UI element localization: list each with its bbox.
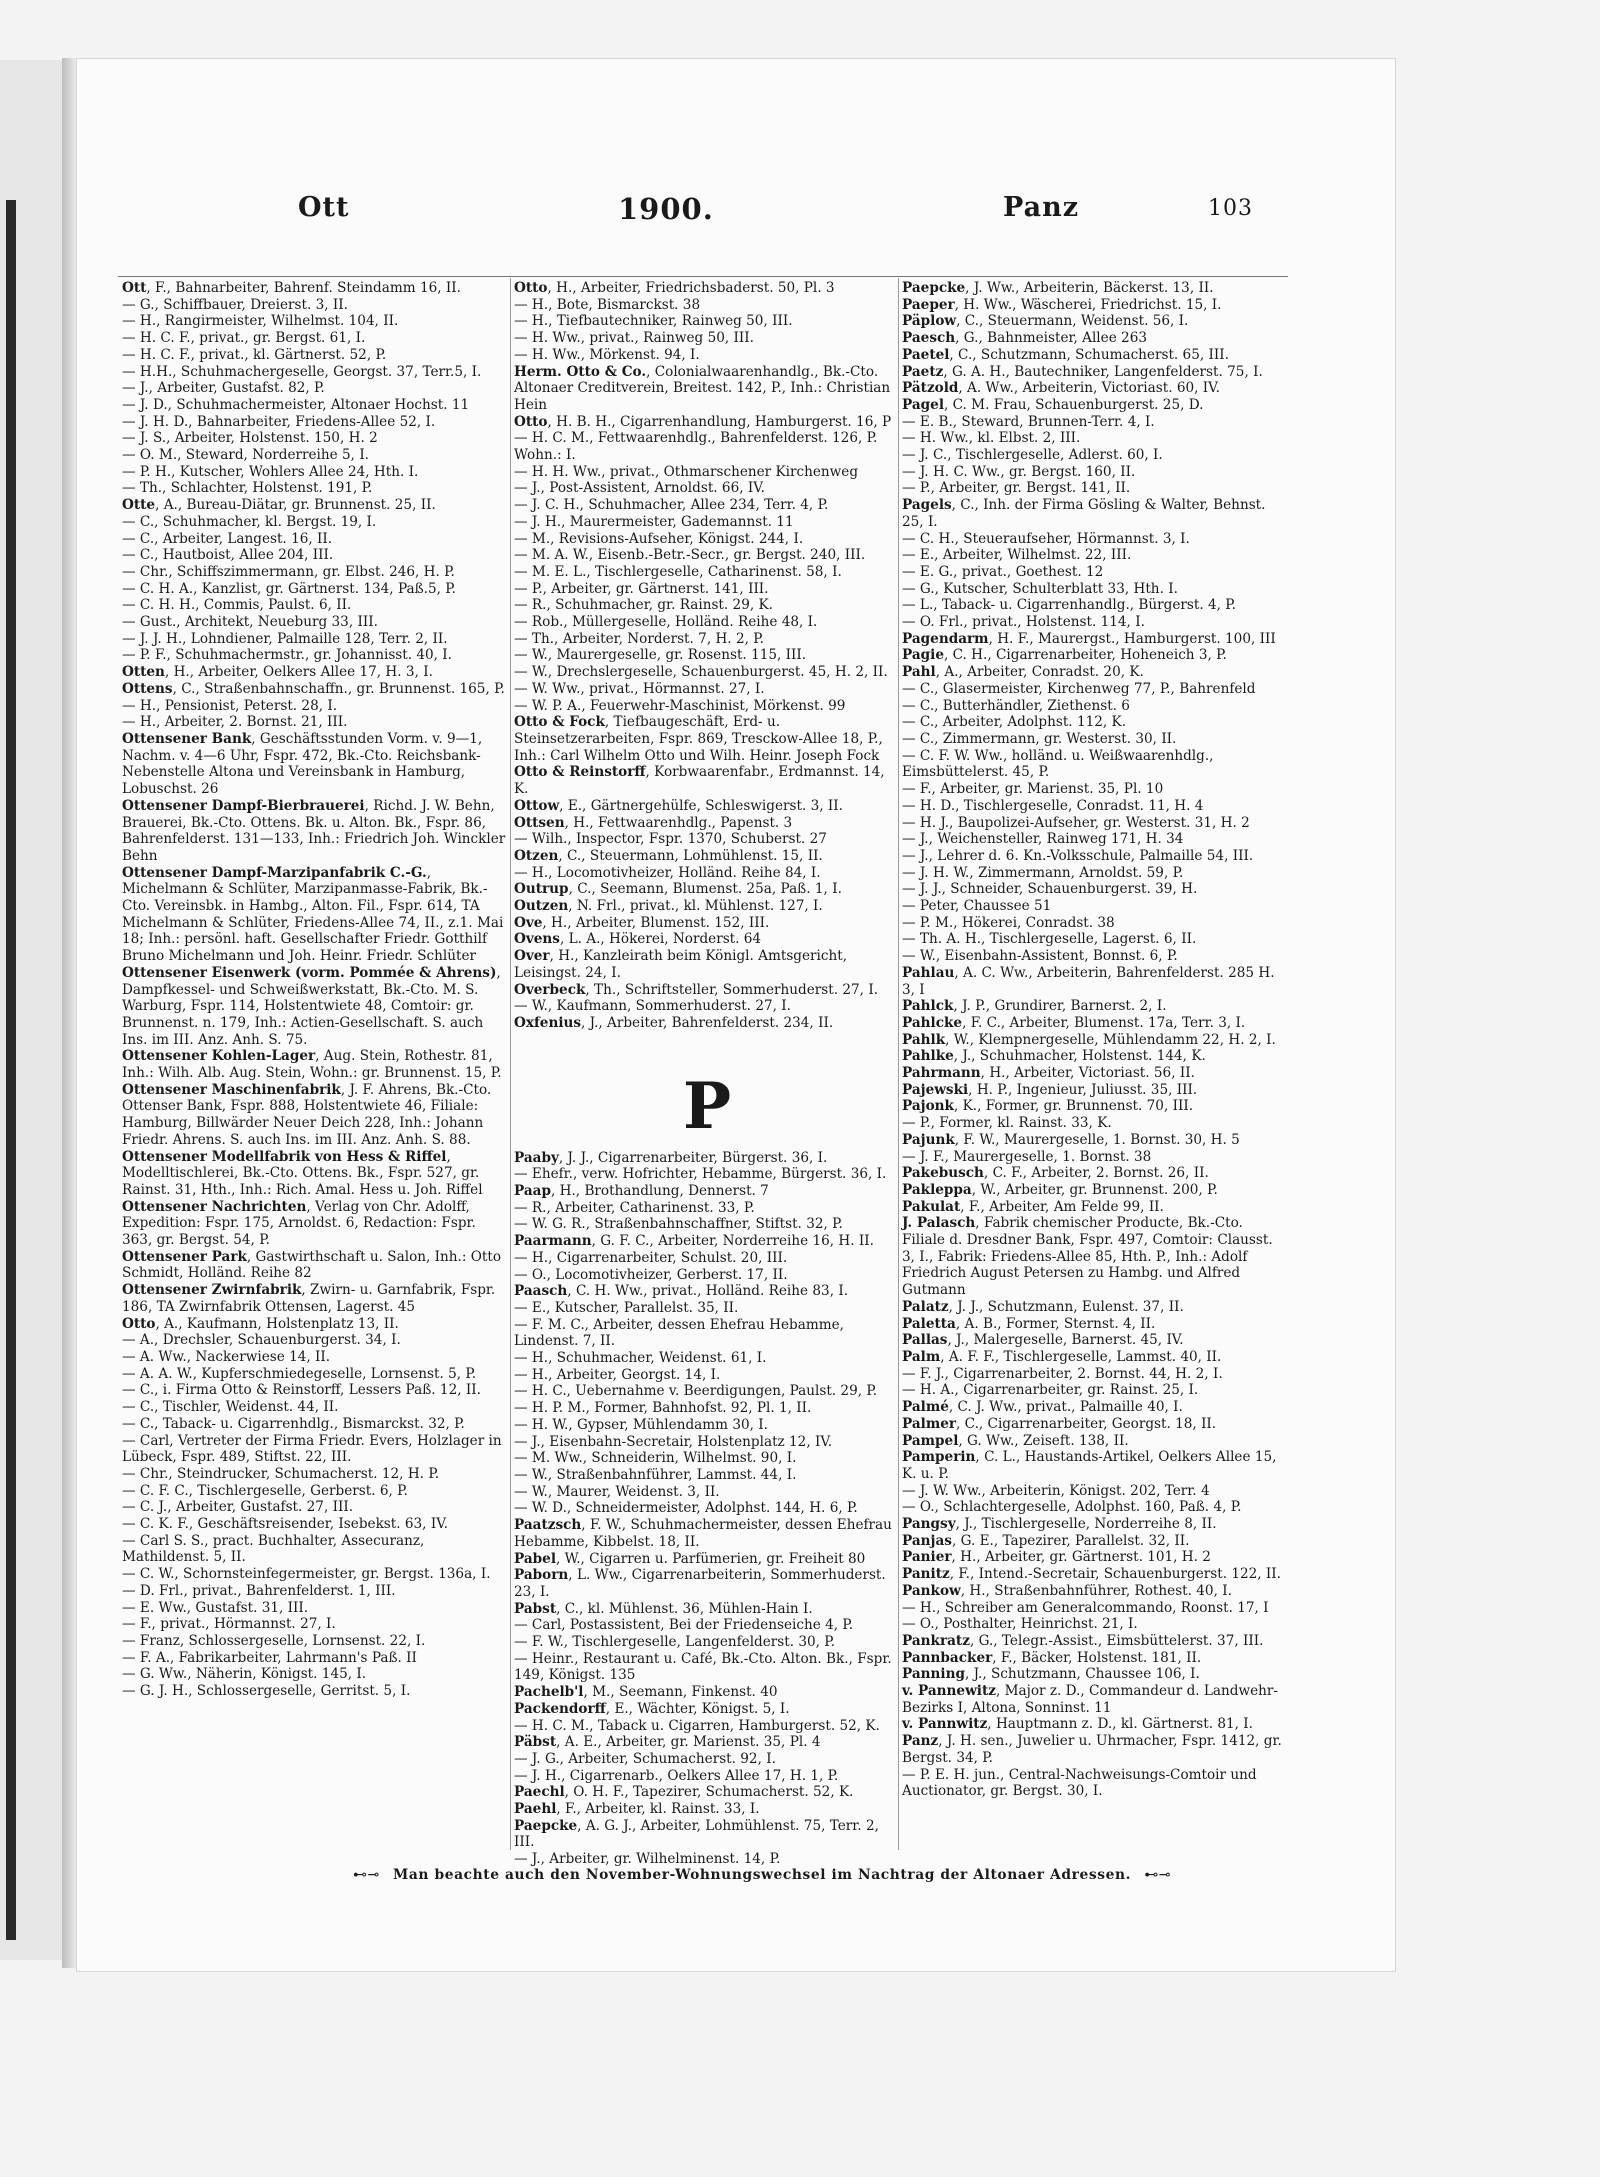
directory-entry: — C., i. Firma Otto & Reinstorff, Lessers Paß. 12, II.	[122, 1382, 481, 1399]
directory-entry: — C., Tischler, Weidenst. 44, II.	[122, 1399, 339, 1416]
directory-entry: Ottensener Maschinenfabrik, J. F. Ahrens, Bk.-Cto. Ottenser Bank, Fspr. 888, Holstentwiete 46, Filiale: Hamburg, Billwärder Neuer Deich 228, Inh.: Johann Friedr. Ahrens. S. auch Ins. im III. Anz. Anh. S. 88.	[122, 1081, 496, 1148]
directory-entry: — C., Arbeiter, Langest. 16, II.	[122, 530, 333, 547]
directory-entry: Pagel, C. M. Frau, Schauenburgerst. 25, D.	[902, 396, 1204, 413]
directory-entry: — Chr., Steindrucker, Schumacherst. 12, H. P.	[122, 1465, 440, 1482]
directory-entry: — W., Kaufmann, Sommerhuderst. 27, I.	[514, 998, 791, 1015]
directory-entry: Paetel, C., Schutzmann, Schumacherst. 65, III.	[902, 346, 1229, 363]
directory-entry: Palmé, C. J. Ww., privat., Palmaille 40, I.	[902, 1399, 1183, 1416]
column-2	[514, 280, 900, 1868]
directory-entry: Pahrmann, H., Arbeiter, Victoriast. 56, II.	[902, 1065, 1195, 1082]
directory-entry: Pahlau, A. C. Ww., Arbeiterin, Bahrenfelderst. 285 H. 3, I	[902, 964, 1279, 998]
section-letter-p: P	[682, 1068, 732, 1144]
directory-entry: — H. Ww., kl. Elbst. 2, III.	[902, 430, 1081, 447]
directory-entry: Ottensener Bank, Geschäftsstunden Vorm. v. 9—1, Nachm. v. 4—6 Uhr, Fspr. 472, Bk.-Cto. Reichsbank-Nebenstelle Altona und Vereinsbank in Hamburg, Lobuschst. 26	[122, 730, 487, 798]
directory-entry: — M. E. L., Tischlergeselle, Catharinenst. 58, I.	[514, 563, 842, 580]
directory-entry: Ottensener Kohlen-Lager, Aug. Stein, Rothestr. 81, Inh.: Wilh. Alb. Aug. Stein, Wohn.: gr. Brunnenst. 15, P.	[122, 1048, 502, 1082]
directory-entry: — H., Pensionist, Peterst. 28, I.	[122, 697, 338, 714]
column-2-p-entries	[514, 1150, 900, 1868]
directory-entry: — C., Zimmermann, gr. Westerst. 30, II.	[902, 730, 1177, 747]
directory-entry: — H. H. Ww., privat., Othmarschener Kirchenweg	[514, 463, 859, 480]
directory-entry: — H. A., Cigarrenarbeiter, gr. Rainst. 25, I.	[902, 1382, 1199, 1399]
directory-entry: — G. Ww., Näherin, Königst. 145, I.	[122, 1666, 367, 1683]
directory-entry: — M. A. W., Eisenb.-Betr.-Secr., gr. Bergst. 240, III.	[514, 547, 866, 564]
directory-entry: — F., privat., Hörmannst. 27, I.	[122, 1616, 336, 1633]
directory-entry: Paesch, G., Bahnmeister, Allee 263	[902, 330, 1148, 347]
directory-entry: — Ehefr., verw. Hofrichter, Hebamme, Bürgerst. 36, I.	[514, 1166, 887, 1183]
directory-entry: — H. J., Baupolizei-Aufseher, gr. Westerst. 31, H. 2	[902, 814, 1250, 831]
directory-entry: — J. J., Schneider, Schauenburgerst. 39, H.	[902, 881, 1198, 898]
directory-entry: — O., Schlachtergeselle, Adolphst. 160, Paß. 4, P.	[902, 1499, 1242, 1516]
directory-entry: — Th., Arbeiter, Norderst. 7, H. 2, P.	[514, 630, 764, 647]
directory-entry: — J. S., Arbeiter, Holstenst. 150, H. 2	[122, 430, 378, 447]
directory-entry: — J., Arbeiter, gr. Wilhelminenst. 14, P.	[514, 1851, 781, 1868]
directory-entry: — H., Tiefbautechniker, Rainweg 50, III.	[514, 313, 793, 330]
directory-entry: — H. Ww., Mörkenst. 94, I.	[514, 346, 700, 363]
directory-entry: — H., Schreiber am Generalcommando, Roonst. 17, I	[902, 1599, 1269, 1616]
directory-entry: — H., Arbeiter, 2. Bornst. 21, III.	[122, 714, 348, 731]
directory-entry: — H. C. F., privat., gr. Bergst. 61, I.	[122, 330, 366, 347]
directory-entry: Ottow, E., Gärtnergehülfe, Schleswigerst. 3, II.	[514, 797, 843, 814]
directory-entry: — J. F., Maurergeselle, 1. Bornst. 38	[902, 1148, 1152, 1165]
directory-entry: — L., Taback- u. Cigarrenhandlg., Bürgerst. 4, P.	[902, 597, 1237, 614]
directory-entry: Pabel, W., Cigarren u. Parfümerien, gr. Freiheit 80	[514, 1550, 866, 1567]
directory-entry: Paehl, F., Arbeiter, kl. Rainst. 33, I.	[514, 1801, 760, 1818]
directory-entry: Ott, F., Bahnarbeiter, Bahrenf. Steindamm 16, II.	[122, 280, 461, 296]
directory-entry: Otto & Fock, Tiefbaugeschäft, Erd- u. Steinsetzerarbeiten, Fspr. 869, Tresckow-Allee 18, P., Inh.: Carl Wilhelm Otto und Wilh. Heinr. Joseph Fock	[514, 714, 888, 764]
directory-entry: Pakleppa, W., Arbeiter, gr. Brunnenst. 200, P.	[902, 1181, 1218, 1198]
directory-entry: Pakulat, F., Arbeiter, Am Felde 99, II.	[902, 1198, 1164, 1215]
directory-entry: Paatzsch, F. W., Schuhmachermeister, dessen Ehefrau Hebamme, Kibbelst. 18, II.	[514, 1517, 897, 1550]
directory-entry: — C. K. F., Geschäftsreisender, Isebekst. 63, IV.	[122, 1516, 448, 1533]
directory-entry: — J. D., Schuhmachermeister, Altonaer Hochst. 11	[122, 396, 470, 413]
directory-entry: — H. C. F., privat., kl. Gärtnerst. 52, P.	[122, 346, 387, 363]
directory-entry: Pagendarm, H. F., Maurergst., Hamburgerst. 100, III	[902, 630, 1276, 647]
directory-entry: Herm. Otto & Co., Colonialwaarenhandlg., Bk.-Cto. Altonaer Creditverein, Breitest. 142, P., Inh.: Christian Hein	[514, 363, 895, 413]
directory-entry: Ottensener Park, Gastwirthschaft u. Salon, Inh.: Otto Schmidt, Holländ. Reihe 82	[122, 1248, 506, 1282]
directory-entry: Panitz, F., Intend.-Secretair, Schauenburgerst. 122, II.	[902, 1566, 1281, 1583]
directory-entry: — Chr., Schiffszimmermann, gr. Elbst. 246, H. P.	[122, 563, 455, 580]
header-left-keyword: Ott	[298, 192, 350, 223]
directory-entry: Paetz, G. A. H., Bautechniker, Langenfelderst. 75, I.	[902, 363, 1263, 380]
directory-entry: Pangsy, J., Tischlergeselle, Norderreihe 8, II.	[902, 1516, 1217, 1533]
directory-entry: Otte, A., Bureau-Diätar, gr. Brunnenst. 25, II.	[122, 497, 436, 514]
directory-entry: — P., Arbeiter, gr. Gärtnerst. 141, III.	[514, 580, 769, 597]
directory-entry: — C., Taback- u. Cigarrenhdlg., Bismarckst. 32, P.	[122, 1415, 465, 1432]
directory-entry: — H., Bote, Bismarckst. 38	[514, 296, 701, 313]
directory-entry: v. Pannewitz, Major z. D., Commandeur d. Landwehr-Bezirks I, Altona, Sonninst. 11	[902, 1683, 1279, 1716]
directory-entry: Pallas, J., Malergeselle, Barnerst. 45, IV.	[902, 1332, 1184, 1349]
directory-entry: — O. Frl., privat., Holstenst. 114, I.	[902, 614, 1145, 631]
directory-entry: — Heinr., Restaurant u. Café, Bk.-Cto. Alton. Bk., Fspr. 149, Königst. 135	[514, 1650, 896, 1684]
page-header	[38, 192, 1253, 232]
directory-entry: — P., Former, kl. Rainst. 33, K.	[902, 1115, 1112, 1132]
directory-entry: — M. Ww., Schneiderin, Wilhelmst. 90, I.	[514, 1450, 797, 1467]
directory-entry: — R., Arbeiter, Catharinenst. 33, P.	[514, 1199, 755, 1216]
directory-entry: — J. H. D., Bahnarbeiter, Friedens-Allee 52, I.	[122, 413, 436, 430]
directory-entry: — M., Revisions-Aufseher, Königst. 244, I.	[514, 530, 804, 547]
directory-entry: — J. C. H., Schuhmacher, Allee 234, Terr. 4, P.	[514, 497, 829, 514]
directory-entry: Oxfenius, J., Arbeiter, Bahrenfelderst. 234, II.	[514, 1014, 834, 1031]
directory-entry: Ove, H., Arbeiter, Blumenst. 152, III.	[514, 914, 770, 931]
directory-entry: Ottensener Dampf-Marzipanfabrik C.-G., Michelmann & Schlüter, Marzipanmasse-Fabrik, Bk.-Cto. Vereinsbk. in Hambg., Alton. Fil., Fspr. 614, TA Michelmann & Schlüter, Friedens-Allee 74, II., z.1. Mai 18; Inh.: persönl. haft. Gesellschafter Friedr. Gotthilf Bruno Michelmann und Joh. Heinr. Friedr. Schlüter	[122, 864, 508, 965]
directory-entry: — C. F. W. Ww., holländ. u. Weißwaarenhdlg., Eimsbüttelerst. 45, P.	[902, 747, 1218, 781]
directory-entry: — F. A., Fabrikarbeiter, Lahrmann's Paß. II	[122, 1649, 417, 1666]
left-page-text-strip	[6, 200, 16, 1940]
directory-entry: — H. C. M., Fettwaarenhdlg., Bahrenfelderst. 126, P. Wohn.: I.	[514, 430, 882, 464]
directory-entry: — J. J. H., Lohndiener, Palmaille 128, Terr. 2, II.	[122, 630, 448, 647]
directory-entry: Panning, J., Schutzmann, Chaussee 106, I.	[902, 1666, 1200, 1683]
directory-entry: Otten, H., Arbeiter, Oelkers Allee 17, H. 3, I.	[122, 664, 433, 681]
directory-entry: — Carl S. S., pract. Buchhalter, Assecuranz, Mathildenst. 5, II.	[122, 1532, 429, 1566]
directory-entry: — C. J., Arbeiter, Gustafst. 27, III.	[122, 1499, 354, 1516]
directory-entry: Panjas, G. E., Tapezirer, Parallelst. 32, II.	[902, 1532, 1190, 1549]
directory-entry: Ottensener Modellfabrik von Hess & Riffel, Modelltischlerei, Bk.-Cto. Ottens. Bk., Fspr. 527, gr. Rainst. 31, Hth., Inh.: Rich. Amal. Hess u. Joh. Riffel	[122, 1148, 484, 1198]
directory-entry: Pahlk, W., Klempnergeselle, Mühlendamm 22, H. 2, I.	[902, 1031, 1276, 1048]
directory-entry: — Carl, Postassistent, Bei der Friedenseiche 4, P.	[514, 1617, 854, 1634]
directory-entry: Otto, H., Arbeiter, Friedrichsbaderst. 50, Pl. 3	[514, 280, 835, 296]
directory-entry: — H., Arbeiter, Georgst. 14, I.	[514, 1366, 721, 1383]
directory-entry: Paechl, O. H. F., Tapezirer, Schumacherst. 52, K.	[514, 1784, 854, 1801]
directory-entry: — J., Arbeiter, Gustafst. 82, P.	[122, 380, 325, 397]
directory-entry: Pahlcke, F. C., Arbeiter, Blumenst. 17a, Terr. 3, I.	[902, 1014, 1246, 1031]
directory-entry: Pampel, G. Ww., Zeiseft. 138, II.	[902, 1432, 1129, 1449]
directory-entry: — Peter, Chaussee 51	[902, 898, 1052, 915]
directory-entry: — F. J., Cigarrenarbeiter, 2. Bornst. 44, H. 2, I.	[902, 1365, 1223, 1382]
directory-entry: J. Palasch, Fabrik chemischer Producte, Bk.-Cto. Filiale d. Dresdner Bank, Fspr. 497, Comtoir: Clausst. 3, I., Fabrik: Friedens-Allee 85, Hth. P., Inh.: Adolf Friedrich August Petersen zu Hambg. und Alfred Gutmann	[902, 1215, 1277, 1299]
directory-entry: — Franz, Schlossergeselle, Lornsenst. 22, I.	[122, 1632, 426, 1649]
directory-entry: — C., Butterhändler, Ziethenst. 6	[902, 697, 1130, 714]
directory-entry: Outrup, C., Seemann, Blumenst. 25a, Paß. 1, I.	[514, 881, 842, 898]
directory-entry: — P. F., Schuhmachermstr., gr. Johannisst. 40, I.	[122, 647, 453, 664]
directory-entry: Otto & Reinstorff, Korbwaarenfabr., Erdmannst. 14, K.	[514, 764, 889, 798]
directory-entry: — W., Eisenbahn-Assistent, Bonnst. 6, P.	[902, 948, 1178, 965]
directory-entry: — W., Maurergeselle, gr. Rosenst. 115, III.	[514, 647, 807, 664]
directory-entry: — H. Ww., privat., Rainweg 50, III.	[514, 330, 754, 347]
directory-entry: Pagels, C., Inh. der Firma Gösling & Walter, Behnst. 25, I.	[902, 497, 1270, 530]
header-right-keyword: Panz	[1003, 192, 1080, 223]
directory-entry: — A. A. W., Kupferschmiedegeselle, Lornsenst. 5, P.	[122, 1365, 477, 1382]
directory-entry: Paletta, A. B., Former, Sternst. 4, II.	[902, 1315, 1156, 1332]
directory-entry: — C., Arbeiter, Adolphst. 112, K.	[902, 714, 1127, 731]
directory-entry: — Th. A. H., Tischlergeselle, Lagerst. 6, II.	[902, 931, 1197, 948]
directory-entry: Over, H., Kanzleirath beim Königl. Amtsgericht, Leisingst. 24, I.	[514, 948, 852, 981]
directory-entry: — F. M. C., Arbeiter, dessen Ehefrau Hebamme, Lindenst. 7, II.	[514, 1316, 849, 1350]
directory-entry: Pabst, C., kl. Mühlenst. 36, Mühlen-Hain I.	[514, 1600, 813, 1617]
directory-entry: Pamperin, C. L., Haustands-Artikel, Oelkers Allee 15, K. u. P.	[902, 1449, 1281, 1482]
directory-entry: Panier, H., Arbeiter, gr. Gärtnerst. 101, H. 2	[902, 1549, 1211, 1566]
directory-entry: — Rob., Müllergeselle, Holländ. Reihe 48, I.	[514, 614, 818, 631]
footer-ornament-right: ⊷⊸	[1144, 1867, 1171, 1883]
directory-entry: Ottensener Dampf-Bierbrauerei, Richd. J. W. Behn, Brauerei, Bk.-Cto. Ottens. Bk. u. Alton. Bk., Fspr. 86, Bahrenfelderst. 131—133, Inh.: Friedrich Joh. Winckler Behn	[122, 797, 510, 864]
directory-entry: — C. H., Steueraufseher, Hörmannst. 3, I.	[902, 530, 1190, 547]
column-3	[902, 280, 1288, 1850]
directory-entry: — J., Eisenbahn-Secretair, Holstenplatz 12, IV.	[514, 1433, 833, 1450]
directory-entry: Ottensener Zwirnfabrik, Zwirn- u. Garnfabrik, Fspr. 186, TA Zwirnfabrik Ottensen, Lagerst. 45	[122, 1282, 500, 1315]
directory-entry: — E. G., privat., Goethest. 12	[902, 563, 1104, 580]
directory-entry: Paasch, C. H. Ww., privat., Holländ. Reihe 83, I.	[514, 1283, 849, 1300]
directory-entry: — H. P. M., Former, Bahnhofst. 92, Pl. 1, II.	[514, 1400, 812, 1417]
directory-entry: — Th., Schlachter, Holstenst. 191, P.	[122, 480, 373, 497]
directory-entry: Packendorff, E., Wächter, Königst. 5, I.	[514, 1700, 790, 1717]
directory-entry: — J. H., Cigarrenarb., Oelkers Allee 17, H. 1, P.	[514, 1767, 839, 1784]
directory-entry: — Gust., Architekt, Neueburg 33, III.	[122, 614, 378, 631]
directory-entry: Pankow, H., Straßenbahnführer, Rothest. 40, I.	[902, 1582, 1232, 1599]
directory-entry: — J. H. C. Ww., gr. Bergst. 160, II.	[902, 463, 1136, 480]
directory-entry: — H. C. M., Taback u. Cigarren, Hamburgerst. 52, K.	[514, 1717, 880, 1734]
directory-entry: Otto, A., Kaufmann, Holstenplatz 13, II.	[122, 1315, 399, 1332]
directory-entry: Ottens, C., Straßenbahnschaffn., gr. Brunnenst. 165, P.	[122, 680, 505, 697]
directory-entry: — O. M., Steward, Norderreihe 5, I.	[122, 447, 370, 464]
directory-entry: — O., Posthalter, Heinrichst. 21, I.	[902, 1616, 1138, 1633]
directory-entry: — H. D., Tischlergeselle, Conradst. 11, H. 4	[902, 797, 1204, 814]
directory-entry: Outzen, N. Frl., privat., kl. Mühlenst. 127, I.	[514, 898, 823, 915]
directory-entry: — W., Straßenbahnführer, Lammst. 44, I.	[514, 1467, 797, 1483]
directory-entry: — H., Locomotivheizer, Holländ. Reihe 84, I.	[514, 864, 821, 881]
directory-entry: Pahl, A., Arbeiter, Conradst. 20, K.	[902, 664, 1144, 681]
header-rule	[118, 276, 1288, 277]
directory-entry: Pagie, C. H., Cigarrenarbeiter, Hoheneich 3, P.	[902, 647, 1227, 664]
directory-entry: — C. F. C., Tischlergeselle, Gerberst. 6, P.	[122, 1482, 408, 1499]
directory-entry: — H., Schuhmacher, Weidenst. 61, I.	[514, 1350, 767, 1367]
directory-entry: Pajunk, F. W., Maurergeselle, 1. Bornst. 30, H. 5	[902, 1131, 1240, 1148]
directory-entry: — J., Post-Assistent, Arnoldst. 66, IV.	[514, 480, 765, 497]
directory-entry: Ottensener Eisenwerk (vorm. Pommée & Ahrens), Dampfkessel- und Schweißwerkstatt, Bk.-Cto. M. S. Warburg, Fspr. 114, Holstentwiete 48, Comtoir: gr. Brunnenst. n. 179, Inh.: Actien-Gesellschaft. S. auch Ins. im III. Anz. Anh. S. 75.	[122, 964, 506, 1048]
directory-entry: Palatz, J. J., Schutzmann, Eulenst. 37, II.	[902, 1298, 1184, 1315]
directory-entry: Ovens, L. A., Hökerei, Norderst. 64	[514, 931, 762, 948]
directory-entry: — J. G., Arbeiter, Schumacherst. 92, I.	[514, 1750, 776, 1767]
directory-entry: — J., Weichensteller, Rainweg 171, H. 34	[902, 831, 1184, 848]
directory-entry: — P., Arbeiter, gr. Bergst. 141, II.	[902, 480, 1131, 497]
directory-entry: Päbst, A. E., Arbeiter, gr. Marienst. 35, Pl. 4	[514, 1734, 821, 1751]
directory-entry: Ottensener Nachrichten, Verlag von Chr. Adolff, Expedition: Fspr. 175, Arnoldst. 6, Redaction: Fspr. 363, gr. Bergst. 54, P.	[122, 1198, 481, 1249]
column-2-o-entries	[514, 280, 900, 1032]
directory-entry: — E., Kutscher, Parallelst. 35, II.	[514, 1299, 739, 1316]
directory-entry: — H. W., Gypser, Mühlendamm 30, I.	[514, 1416, 768, 1433]
directory-entry: Pajewski, H. P., Ingenieur, Juliusst. 35, III.	[902, 1081, 1198, 1098]
directory-entry: — W. Ww., privat., Hörmannst. 27, I.	[514, 680, 765, 697]
directory-entry: — Carl, Vertreter der Firma Friedr. Evers, Holzlager in Lübeck, Fspr. 489, Stiftst. 22, III.	[122, 1432, 506, 1466]
directory-entry: — E., Arbeiter, Wilhelmst. 22, III.	[902, 547, 1132, 564]
directory-entry: — P. E. H. jun., Central-Nachweisungs-Comtoir und Auctionator, gr. Bergst. 30, I.	[902, 1766, 1261, 1800]
directory-entry: — H. C., Uebernahme v. Beerdigungen, Paulst. 29, P.	[514, 1383, 878, 1400]
directory-entry: Paborn, L. Ww., Cigarrenarbeiterin, Sommerhuderst. 23, I.	[514, 1567, 891, 1600]
directory-entry: — W. G. R., Straßenbahnschaffner, Stiftst. 32, P.	[514, 1216, 843, 1233]
directory-entry: — E. B., Steward, Brunnen-Terr. 4, I.	[902, 413, 1155, 430]
directory-entry: Paepcke, A. G. J., Arbeiter, Lohmühlenst. 75, Terr. 2, III.	[514, 1817, 884, 1851]
directory-entry: — O., Locomotivheizer, Gerberst. 17, II.	[514, 1266, 788, 1283]
column-1	[122, 280, 508, 1850]
directory-entry: — G., Schiffbauer, Dreierst. 3, II.	[122, 296, 348, 313]
header-year: 1900.	[618, 192, 714, 226]
footer-note	[262, 1867, 1262, 1883]
footer-ornament-left: ⊷⊸	[353, 1867, 380, 1883]
directory-entry: — P. M., Hökerei, Conradst. 38	[902, 914, 1115, 931]
directory-entry: — J. C., Tischlergeselle, Adlerst. 60, I.	[902, 447, 1163, 464]
directory-entry: Pätzold, A. Ww., Arbeiterin, Victoriast. 60, IV.	[902, 380, 1220, 397]
directory-entry: Panz, J. H. sen., Juwelier u. Uhrmacher, Fspr. 1412, gr. Bergst. 34, P.	[902, 1733, 1287, 1766]
directory-entry: — D. Frl., privat., Bahrenfelderst. 1, III.	[122, 1582, 396, 1599]
directory-entry: — C. W., Schornsteinfegermeister, gr. Bergst. 136a, I.	[122, 1566, 491, 1583]
directory-entry: Pannbacker, F., Bäcker, Holstenst. 181, II.	[902, 1649, 1202, 1666]
directory-entry: — C., Hautboist, Allee 204, III.	[122, 547, 334, 564]
directory-entry: Pachelb'l, M., Seemann, Finkenst. 40	[514, 1684, 778, 1701]
directory-entry: Pajonk, K., Former, gr. Brunnenst. 70, III.	[902, 1098, 1194, 1115]
directory-entry: Pankratz, G., Telegr.-Assist., Eimsbüttelerst. 37, III.	[902, 1632, 1264, 1649]
directory-entry: — C., Schuhmacher, kl. Bergst. 19, I.	[122, 513, 377, 530]
directory-entry: Pahlke, J., Schuhmacher, Holstenst. 144, K.	[902, 1048, 1206, 1065]
directory-entry: — G. J. H., Schlossergeselle, Gerritst. 5, I.	[122, 1683, 411, 1700]
directory-entry: — G., Kutscher, Schulterblatt 33, Hth. I.	[902, 580, 1178, 597]
directory-entry: — W., Drechslergeselle, Schauenburgerst. 45, H. 2, II.	[514, 664, 888, 681]
column-divider-1	[510, 278, 511, 1850]
directory-entry: — C. H. H., Commis, Paulst. 6, II.	[122, 597, 352, 614]
directory-entry: Ottsen, H., Fettwaarenhdlg., Papenst. 3	[514, 814, 793, 831]
directory-entry: Otzen, C., Steuermann, Lohmühlenst. 15, II.	[514, 847, 823, 864]
footer-text: Man beachte auch den November-Wohnungswechsel im Nachtrag der Altonaer Adressen.	[393, 1867, 1131, 1883]
directory-entry: Paarmann, G. F. C., Arbeiter, Norderreihe 16, H. II.	[514, 1233, 874, 1250]
directory-entry: — H., Cigarrenarbeiter, Schulst. 20, III.	[514, 1249, 788, 1266]
directory-entry: Päplow, C., Steuermann, Weidenst. 56, I.	[902, 313, 1189, 330]
directory-entry: — R., Schuhmacher, gr. Rainst. 29, K.	[514, 597, 773, 614]
directory-entry: Pahlck, J. P., Grundirer, Barnerst. 2, I.	[902, 998, 1167, 1015]
directory-entry: — F., Arbeiter, gr. Marienst. 35, Pl. 10	[902, 781, 1164, 798]
directory-entry: Paaby, J. J., Cigarrenarbeiter, Bürgerst. 36, I.	[514, 1149, 828, 1166]
directory-entry: Otto, H. B. H., Cigarrenhandlung, Hamburgerst. 16, P	[514, 413, 892, 430]
page-number: 103	[1208, 196, 1253, 221]
left-page-edge	[0, 60, 63, 1960]
directory-entry: — F. W., Tischlergeselle, Langenfelderst. 30, P.	[514, 1634, 836, 1651]
directory-entry: — J., Lehrer d. 6. Kn.-Volksschule, Palmaille 54, III.	[902, 847, 1254, 864]
directory-entry: — J. H. W., Zimmermann, Arnoldst. 59, P.	[902, 864, 1184, 881]
directory-entry: — W. D., Schneidermeister, Adolphst. 144, H. 6, P.	[514, 1500, 858, 1517]
directory-entry: — C. H. A., Kanzlist, gr. Gärtnerst. 134, Paß.5, P.	[122, 580, 456, 597]
directory-entry: Pakebusch, C. F., Arbeiter, 2. Bornst. 26, II.	[902, 1165, 1209, 1182]
book-gutter	[62, 58, 76, 1968]
directory-entry: Paepcke, J. Ww., Arbeiterin, Bäckerst. 13, II.	[902, 280, 1214, 296]
directory-entry: — A., Drechsler, Schauenburgerst. 34, I.	[122, 1332, 401, 1349]
directory-entry: Paeper, H. Ww., Wäscherei, Friedrichst. 15, I.	[902, 296, 1222, 313]
directory-entry: — W., Maurer, Weidenst. 3, II.	[514, 1483, 720, 1500]
directory-entry: — J. H., Maurermeister, Gademannst. 11	[514, 513, 794, 530]
directory-entry: — C., Glasermeister, Kirchenweg 77, P., Bahrenfeld	[902, 680, 1256, 697]
directory-entry: Palmer, C., Cigarrenarbeiter, Georgst. 18, II.	[902, 1415, 1217, 1432]
directory-entry: — P. H., Kutscher, Wohlers Allee 24, Hth. I.	[122, 463, 419, 480]
directory-entry: — Wilh., Inspector, Fspr. 1370, Schuberst. 27	[514, 831, 827, 848]
directory-entry: Paap, H., Brothandlung, Dennerst. 7	[514, 1183, 769, 1200]
directory-entry: — J. W. Ww., Arbeiterin, Königst. 202, Terr. 4	[902, 1482, 1210, 1499]
directory-entry: v. Pannwitz, Hauptmann z. D., kl. Gärtnerst. 81, I.	[902, 1716, 1253, 1733]
directory-entry: — W. P. A., Feuerwehr-Maschinist, Mörkenst. 99	[514, 697, 846, 714]
directory-entry: — A. Ww., Nackerwiese 14, II.	[122, 1349, 331, 1365]
directory-entry: — E. Ww., Gustafst. 31, III.	[122, 1599, 309, 1616]
directory-entry: Overbeck, Th., Schriftsteller, Sommerhuderst. 27, I.	[514, 981, 879, 998]
directory-entry: Palm, A. F. F., Tischlergeselle, Lammst. 40, II.	[902, 1349, 1222, 1365]
directory-entry: — H.H., Schuhmachergeselle, Georgst. 37, Terr.5, I.	[122, 363, 482, 380]
directory-entry: — H., Rangirmeister, Wilhelmst. 104, II.	[122, 313, 399, 330]
